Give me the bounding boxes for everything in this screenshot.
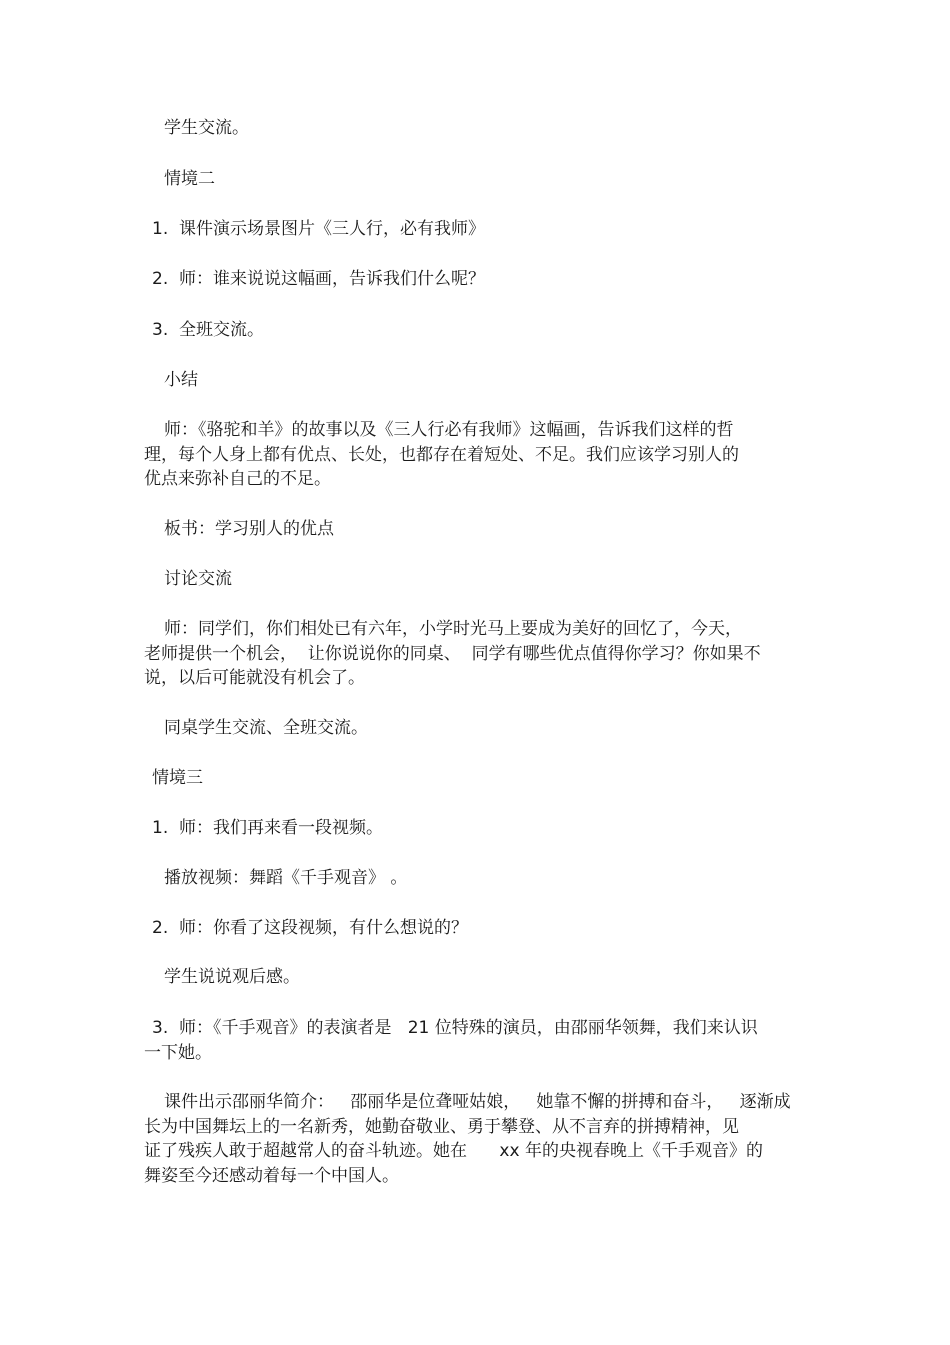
list-item-1: 1. 课件演示场景图片《三人行，必有我师》 [152,219,486,239]
paragraph-profile-line-2: 长为中国舞坛上的一名新秀，她勤奋敬业、勇于攀登、从不言弃的拼搏精神，见 [144,1116,739,1137]
paragraph-discussion-line-3: 说，以后可能就没有机会了。 [144,668,365,688]
list-item-video-1: 1. 师：我们再来看一段视频。 [152,818,384,838]
paragraph-summary [144,418,739,492]
list-item-3: 3. 全班交流。 [152,320,265,340]
paragraph-deskmate-exchange: 同桌学生交流、全班交流。 [164,718,368,738]
heading-scenario-three: 情境三 [152,768,203,788]
paragraph-discussion-line-1: 师：同学们，你们相处已有六年，小学时光马上要成为美好的回忆了，今天， [164,619,742,639]
paragraph-profile-line-4: 舞姿至今还感动着每一个中国人。 [144,1165,399,1186]
paragraph-profile-line-3: 证了残疾人敢于超越常人的奋斗轨迹。她在 xx 年的央视春晚上《千手观音》的 [144,1141,763,1161]
paragraph-profile-line-1: 课件出示邵丽华简介： 邵丽华是位聋哑姑娘， 她靠不懈的拼搏和奋斗， 逐渐成 [164,1092,791,1112]
paragraph-reflection: 学生说说观后感。 [164,967,300,987]
paragraph-summary-line-1: 师：《骆驼和羊》的故事以及《三人行必有我师》这幅画，告诉我们这样的哲 [164,420,734,440]
list-item-video-3 [144,1016,758,1065]
heading-discussion: 讨论交流 [164,569,232,589]
paragraph-discussion [144,617,761,691]
heading-summary: 小结 [164,370,198,390]
list-item-video-3-line-1: 3. 师：《千手观音》的表演者是 21 位特殊的演员，由邵丽华领舞，我们来认识 [152,1018,758,1038]
paragraph-profile [144,1090,791,1188]
paragraph-blackboard: 板书：学习别人的优点 [164,519,334,539]
paragraph-discussion-line-2: 老师提供一个机会， 让你说说你的同桌、 同学有哪些优点值得你学习？你如果不 [144,643,761,664]
list-item-video-3-line-2: 一下她。 [144,1042,212,1063]
paragraph-play-video: 播放视频：舞蹈《千手观音》 。 [164,868,408,888]
heading-scenario-two: 情境二 [164,169,215,189]
paragraph-summary-line-3: 优点来弥补自己的不足。 [144,469,331,489]
paragraph-student-exchange: 学生交流。 [164,118,249,138]
list-item-video-2: 2. 师：你看了这段视频，有什么想说的？ [152,918,469,938]
list-item-2: 2. 师：谁来说说这幅画，告诉我们什么呢？ [152,269,486,289]
paragraph-summary-line-2: 理，每个人身上都有优点、长处，也都存在着短处、不足。我们应该学习别人的 [144,444,739,465]
